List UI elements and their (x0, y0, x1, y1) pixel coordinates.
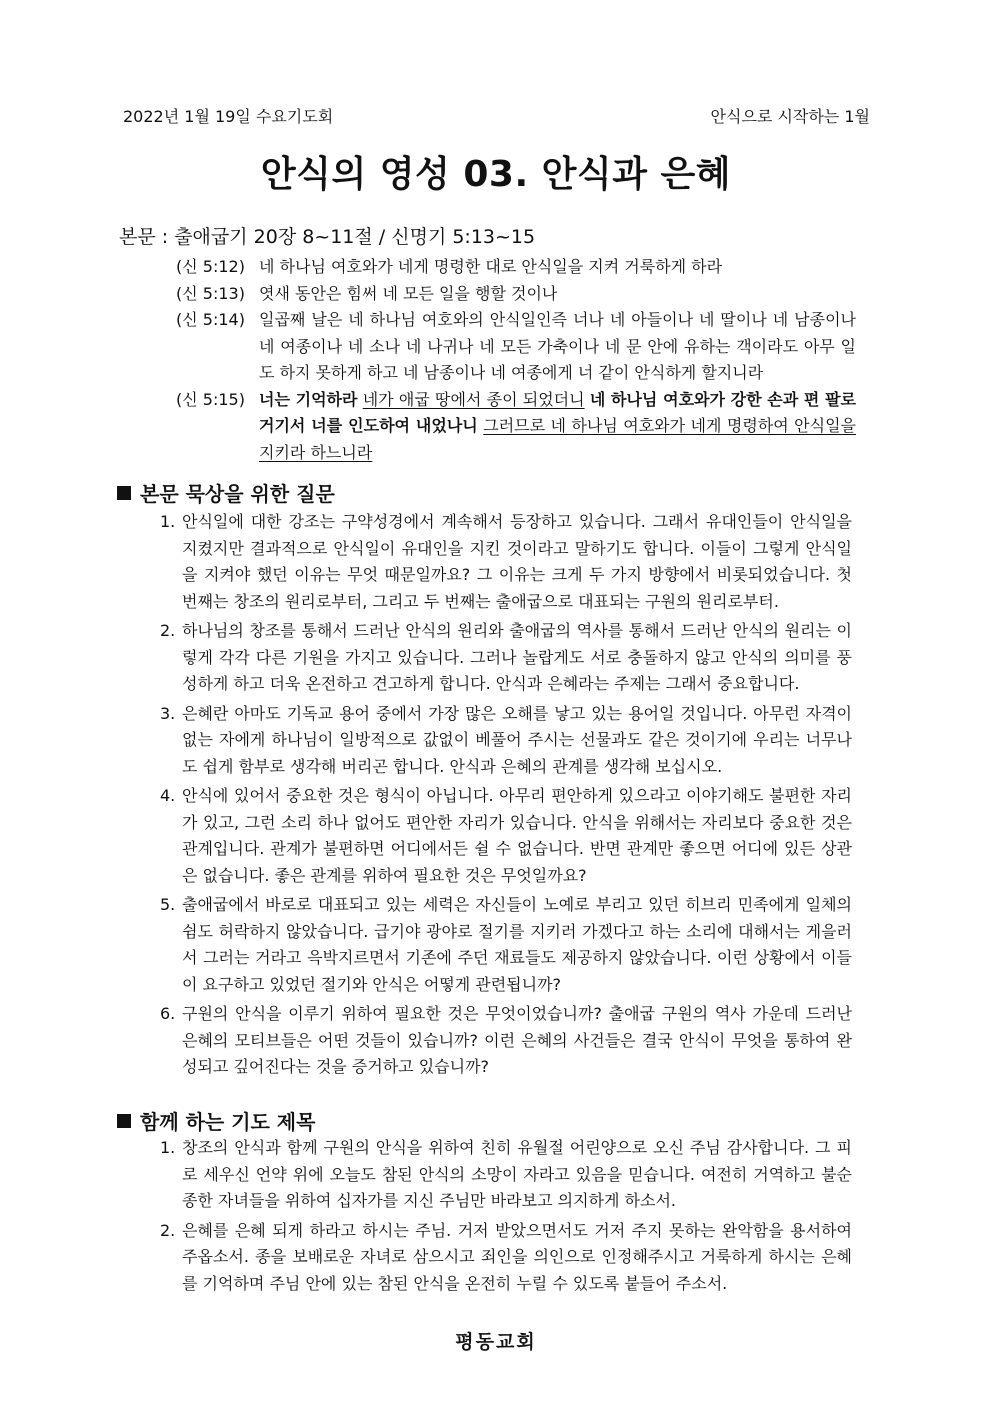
square-bullet-icon (117, 1114, 131, 1128)
section-heading-text: 함께 하는 기도 제목 (140, 1110, 316, 1134)
list-item (160, 1218, 852, 1298)
list-item (160, 892, 852, 998)
section-heading-prayer (117, 1106, 315, 1135)
list-item (160, 1135, 852, 1215)
item-text: 안식에 있어서 중요한 것은 형식이 아닙니다. 아무리 편안하게 있으라고 이야기해도 불편한 자리가 있고, 그런 소리 하나 없어도 편안한 자리가 있습니다. 안식을 위해서는 자리보다 중요한 것은 관계입니다. 관계가 불편하면 어디에서든 쉴 수 없습니다. 반면 관계만 좋으면 어디에 있든 상관은 없습니다. 좋은 관계를 위하여 필요한 것은 무엇일까요? (182, 786, 852, 885)
verse-bold-text: 너는 기억하라 (259, 389, 358, 409)
page-title: 안식의 영성 03. 안식과 은혜 (260, 154, 732, 195)
header-date: 2022년 1월 19일 수요기도회 (123, 107, 334, 126)
header-series: 안식으로 시작하는 1월 (710, 107, 870, 126)
verse-item (176, 307, 856, 387)
item-number: 2. (160, 1220, 176, 1240)
scripture-reference: 본문 : 출애굽기 20장 8~11절 / 신명기 5:13~15 (119, 226, 536, 248)
verse-ref: (신 5:15) (176, 389, 245, 409)
list-item (160, 509, 852, 615)
item-number: 5. (160, 895, 176, 914)
list-item (160, 618, 852, 698)
prayer-list (160, 1135, 852, 1300)
question-list (160, 509, 852, 1084)
item-text: 안식일에 대한 강조는 구약성경에서 계속해서 등장하고 있습니다. 그래서 유대인들이 안식일을 지켰지만 결과적으로 안식일이 유대인을 지킨 것이라고 말하기도 합니다. 이들이 그렇게 안식일을 지켜야 했던 이유는 무엇 때문일까요? 그 이유는 크게 두 가지 방향에서 비롯되었습니다. 첫 번째는 창조의 원리로부터, 그리고 두 번째는 출애굽으로 대표되는 구원의 원리로부터. (182, 512, 852, 611)
item-text: 하나님의 창조를 통해서 드러난 안식의 원리와 출애굽의 역사를 통해서 드러난 안식의 원리는 이렇게 각각 다른 기원을 가지고 있습니다. 그러나 놀랍게도 서로 충돌하지 않고 안식의 의미를 풍성하게 하고 더욱 온전하고 견고하게 합니다. 안식과 은혜라는 주제는 그래서 중요합니다. (182, 621, 852, 693)
verse-text: 네 하나님 여호와가 네게 명령한 대로 안식일을 지켜 거룩하게 하라 (259, 257, 723, 276)
verse-ref: (신 5:13) (176, 283, 245, 303)
section-heading-questions (117, 478, 335, 507)
verse-ref: (신 5:12) (176, 257, 245, 276)
item-text: 구원의 안식을 이루기 위하여 필요한 것은 무엇이었습니까? 출애굽 구원의 역사 가운데 드러난 은혜의 모티브들은 어떤 것들이 있습니까? 이런 은혜의 사건들은 결국 안식이 무엇을 통하여 완성되고 깊어진다는 것을 증거하고 있습니까? (182, 1004, 852, 1076)
verse-item (176, 254, 856, 281)
verse-item (176, 387, 856, 467)
verse-underlined-text: 그러므로 네 하나님 여호와가 네게 명령하여 안식일을 지키라 하느니라 (259, 416, 857, 462)
list-item (160, 701, 852, 781)
verse-text: 엿새 동안은 힘써 네 모든 일을 행할 것이나 (259, 283, 558, 303)
item-number: 1. (160, 512, 176, 531)
item-number: 2. (160, 621, 176, 640)
church-name-footer: 평동교회 (455, 1331, 537, 1353)
item-number: 4. (160, 786, 176, 805)
item-text: 창조의 안식과 함께 구원의 안식을 위하여 친히 유월절 어린양으로 오신 주님 감사합니다. 그 피로 세우신 언약 위에 오늘도 참된 안식의 소망이 자라고 있음을 믿습니다. 여전히 거역하고 불순종한 자녀들을 위하여 십자가를 지신 주님만 바라보고 의지하게 하소서. (182, 1138, 852, 1210)
verse-underlined-text: 네가 애굽 땅에서 종이 되었더니 (362, 389, 585, 409)
item-number: 6. (160, 1004, 176, 1023)
item-text: 은혜란 아마도 기독교 용어 중에서 가장 많은 오해를 낳고 있는 용어일 것입니다. 아무런 자격이 없는 자에게 하나님이 일방적으로 값없이 베풀어 주시는 선물과도 같은 것이기에 우리는 너무나 도 쉽게 함부로 생각해 버리곤 합니다. 안식과 은혜의 관계를 생각해 보십시오. (182, 703, 852, 776)
square-bullet-icon (117, 486, 131, 500)
item-text: 은혜를 은혜 되게 하라고 하시는 주님. 거저 받았으면서도 거저 주지 못하는 완악함을 용서하여 주옵소서. 종을 보배로운 자녀로 삼으시고 죄인을 의인으로 인정해주시고 거룩하게 하시는 은혜를 기억하며 주님 안에 있는 참된 안식을 온전히 누릴 수 있도록 붙들어 주소서. (182, 1220, 852, 1293)
list-item (160, 783, 852, 889)
verse-item (176, 281, 856, 308)
item-number: 1. (160, 1138, 176, 1157)
list-item (160, 1001, 852, 1081)
item-text: 출애굽에서 바로로 대표되고 있는 세력은 자신들이 노예로 부리고 있던 히브리 민족에게 일체의 쉼도 허락하지 않았습니다. 급기야 광야로 절기를 지키러 가겠다고 하는 소리에 대해서는 게을러서 그러는 거라고 윽박지르면서 기존에 주던 재료들도 제공하지 않았습니다. 이런 상황에서 이들이 요구하고 있었던 절기와 안식은 어떻게 관련됩니까? (182, 895, 852, 994)
section-heading-text: 본문 묵상을 위한 질문 (140, 482, 335, 506)
verse-text: 일곱째 날은 네 하나님 여호와의 안식일인즉 너나 네 아들이나 네 딸이나 네 남종이나 네 여종이나 네 소나 네 나귀나 네 모든 가축이나 네 문 안에 유하는 객이라도 아무 일도 하지 못하게 하고 네 남종이나 네 여종에게 너 같이 안식하게 할지니라 (259, 310, 856, 382)
verse-list (176, 254, 856, 466)
verse-ref: (신 5:14) (176, 310, 245, 329)
item-number: 3. (160, 703, 176, 723)
verse-bold-text: 네 하나님 여호와가 강한 손과 편 팔로 거기서 너를 인도하여 내었나니 (259, 389, 857, 435)
verse-text (259, 387, 856, 467)
